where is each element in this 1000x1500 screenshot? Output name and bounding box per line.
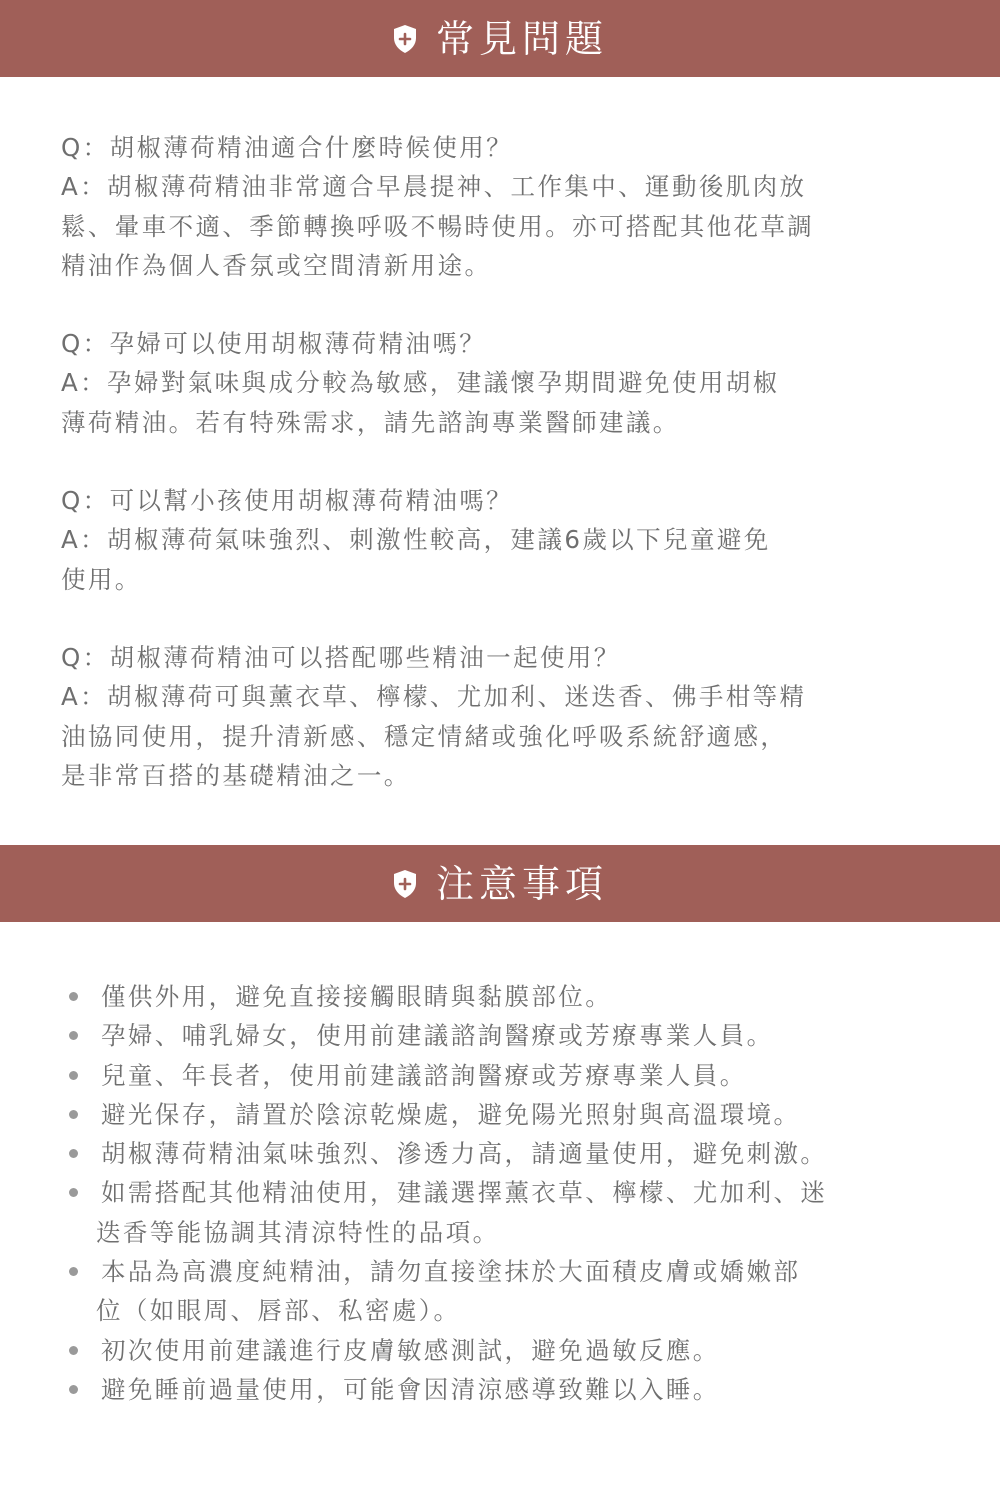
faq-answer-line: 使用。 — [61, 564, 142, 594]
faq-question: Q：可以幫小孩使用胡椒薄荷精油嗎？ — [61, 486, 514, 516]
faq-banner — [0, 0, 1000, 77]
faq-answer-line: A：胡椒薄荷可與薰衣草、檸檬、尤加利、迷迭香、佛手柑等精 — [61, 682, 807, 712]
faq-answer-line: 油協同使用，提升清新感、穩定情緒或強化呼吸系統舒適感， — [61, 721, 788, 751]
note-item — [0, 977, 1000, 1016]
note-line: 僅供外用，避免直接接觸眼睛與黏膜部位。 — [101, 982, 613, 1011]
bullet-icon — [69, 1267, 78, 1276]
faq-item — [61, 481, 961, 599]
note-item — [0, 1134, 1000, 1173]
notes-title: 注意事項 — [435, 861, 608, 906]
note-item — [0, 1173, 1000, 1252]
note-line: 位（如眼周、唇部、私密處）。 — [96, 1296, 461, 1326]
note-line: 本品為高濃度純精油，請勿直接塗抹於大面積皮膚或嬌嫩部 — [101, 1257, 801, 1287]
bullet-icon — [69, 1149, 78, 1158]
note-line: 兒童、年長者，使用前建議諮詢醫療或芳療專業人員。 — [101, 1060, 747, 1090]
faq-item — [61, 638, 961, 795]
faq-question: Q：胡椒薄荷精油可以搭配哪些精油一起使用？ — [61, 642, 621, 672]
note-line: 孕婦、哺乳婦女，使用前建議諮詢醫療或芳療專業人員。 — [101, 1021, 774, 1051]
note-line: 避免睡前過量使用，可能會因清涼感導致難以入睡。 — [101, 1374, 720, 1404]
faq-list — [61, 128, 961, 834]
bullet-icon — [69, 1110, 78, 1119]
note-line: 如需搭配其他精油使用，建議選擇薰衣草、檸檬、尤加利、迷 — [101, 1178, 828, 1208]
bullet-icon — [69, 992, 78, 1001]
faq-answer-line: A：胡椒薄荷精油非常適合早晨提神、工作集中、運動後肌肉放 — [61, 172, 807, 202]
note-item — [0, 1056, 1000, 1095]
note-item — [0, 1252, 1000, 1331]
faq-question: Q：胡椒薄荷精油適合什麼時候使用？ — [61, 133, 514, 162]
faq-title: 常見問題 — [435, 16, 608, 61]
faq-answer-line: A：胡椒薄荷氣味強烈、刺激性較高，建議6歲以下兒童避免 — [61, 525, 771, 555]
notes-list — [0, 977, 1000, 1409]
faq-question: Q：孕婦可以使用胡椒薄荷精油嗎？ — [61, 329, 487, 359]
bullet-icon — [69, 1385, 78, 1394]
note-line: 胡椒薄荷精油氣味強烈、滲透力高，請適量使用，避免刺激。 — [101, 1139, 828, 1169]
faq-answer-line: A：孕婦對氣味與成分較為敏感，建議懷孕期間避免使用胡椒 — [61, 368, 780, 398]
note-item — [0, 1331, 1000, 1370]
note-line: 避光保存，請置於陰涼乾燥處，避免陽光照射與高溫環境。 — [101, 1099, 801, 1129]
note-line: 初次使用前建議進行皮膚敏感測試，避免過敏反應。 — [101, 1335, 720, 1365]
note-line: 迭香等能協調其清涼特性的品項。 — [96, 1217, 500, 1247]
bullet-icon — [69, 1346, 78, 1355]
shield-plus-icon — [392, 869, 418, 899]
note-item — [0, 1016, 1000, 1055]
faq-answer-line: 鬆、暈車不適、季節轉換呼吸不暢時使用。亦可搭配其他花草調 — [61, 211, 815, 241]
bullet-icon — [69, 1071, 78, 1080]
faq-answer-line: 是非常百搭的基礎精油之一。 — [61, 760, 411, 790]
note-item — [0, 1370, 1000, 1409]
faq-answer-line: 精油作為個人香氛或空間清新用途。 — [61, 250, 492, 280]
faq-item — [61, 128, 961, 285]
bullet-icon — [69, 1188, 78, 1197]
faq-answer-line: 薄荷精油。若有特殊需求，請先諮詢專業醫師建議。 — [61, 407, 680, 437]
shield-plus-icon — [392, 24, 418, 54]
faq-item — [61, 324, 961, 442]
notes-banner — [0, 845, 1000, 922]
bullet-icon — [69, 1031, 78, 1040]
note-item — [0, 1095, 1000, 1134]
